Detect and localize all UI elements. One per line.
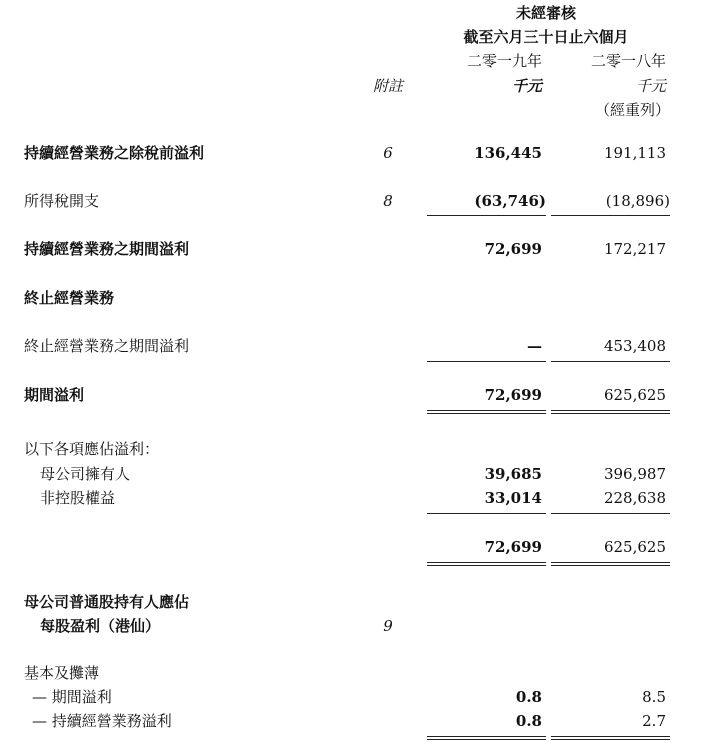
- row-period-profit-label: 期間溢利: [24, 386, 85, 404]
- total-double-rule-2019: [427, 410, 546, 414]
- header-note-column: 附註: [372, 77, 403, 95]
- subtotal-rule-2019: [427, 215, 546, 216]
- row-basic-diluted-label: 基本及攤薄: [24, 664, 100, 682]
- row-discontinued-profit-label: 終止經營業務之期間溢利: [24, 337, 190, 355]
- row-nci-2018: 228,638: [603, 489, 666, 507]
- row-eps-period-label: — 期間溢利: [32, 688, 112, 706]
- subtotal-rule-2018: [551, 215, 670, 216]
- row-continuing-profit-2018: 172,217: [603, 240, 666, 258]
- header-period: 截至六月三十日止六個月: [463, 28, 629, 46]
- row-eps-heading-line1: 母公司普通股持有人應佔: [24, 593, 190, 611]
- row-income-tax-2019: (63,746): [474, 192, 546, 210]
- row-continuing-profit-label: 持續經營業務之期間溢利: [24, 240, 190, 258]
- row-income-tax-note: 8: [383, 192, 393, 210]
- row-owners-2019: 39,685: [484, 465, 542, 483]
- header-year-2019: 二零一九年: [466, 52, 542, 70]
- row-discontinued-profit-2019: —: [527, 337, 542, 355]
- row-profit-before-tax-label: 持續經營業務之除稅前溢利: [24, 144, 205, 162]
- header-year-2018: 二零一八年: [590, 52, 666, 70]
- subtotal-rule-2018: [551, 361, 670, 362]
- row-eps-period-2019: 0.8: [515, 688, 542, 706]
- total-double-rule-2019: [427, 562, 546, 566]
- subtotal-rule-2019: [427, 513, 546, 514]
- row-eps-continuing-label: — 持續經營業務溢利: [32, 712, 172, 730]
- total-double-rule-2019: [427, 736, 546, 740]
- row-discontinued-profit-2018: 453,408: [603, 337, 666, 355]
- row-profit-before-tax-2018: 191,113: [603, 144, 666, 162]
- row-period-profit-2018: 625,625: [603, 386, 666, 404]
- row-eps-heading-line2: 每股盈利（港仙）: [40, 617, 161, 635]
- row-income-tax-2018: (18,896): [605, 192, 670, 210]
- subtotal-rule-2018: [551, 513, 670, 514]
- row-eps-note: 9: [383, 617, 393, 635]
- header-unaudited: 未經審核: [515, 4, 576, 22]
- total-double-rule-2018: [551, 410, 670, 414]
- row-owners-label: 母公司擁有人: [40, 465, 131, 483]
- row-profit-before-tax-2019: 136,445: [474, 144, 542, 162]
- row-eps-continuing-2019: 0.8: [515, 712, 542, 730]
- row-owners-2018: 396,987: [603, 465, 666, 483]
- row-nci-2019: 33,014: [484, 489, 542, 507]
- row-eps-period-2018: 8.5: [642, 688, 666, 706]
- row-period-profit-2019: 72,699: [484, 386, 542, 404]
- total-double-rule-2018: [551, 562, 670, 566]
- row-eps-continuing-2018: 2.7: [642, 712, 666, 730]
- total-double-rule-2018: [551, 736, 670, 740]
- row-discontinued-heading: 終止經營業務: [24, 289, 115, 307]
- row-income-tax-label: 所得稅開支: [24, 192, 100, 210]
- row-nci-label: 非控股權益: [40, 489, 116, 507]
- header-unit-2019: 千元: [511, 77, 542, 95]
- row-attributable-total-2018: 625,625: [603, 538, 666, 556]
- header-restated: （經重列）: [594, 101, 670, 119]
- row-attributable-total-2019: 72,699: [484, 538, 542, 556]
- row-profit-before-tax-note: 6: [383, 144, 393, 162]
- row-continuing-profit-2019: 72,699: [484, 240, 542, 258]
- row-attributable-heading: 以下各項應佔溢利：: [24, 440, 160, 458]
- header-unit-2018: 千元: [635, 77, 666, 95]
- subtotal-rule-2019: [427, 361, 546, 362]
